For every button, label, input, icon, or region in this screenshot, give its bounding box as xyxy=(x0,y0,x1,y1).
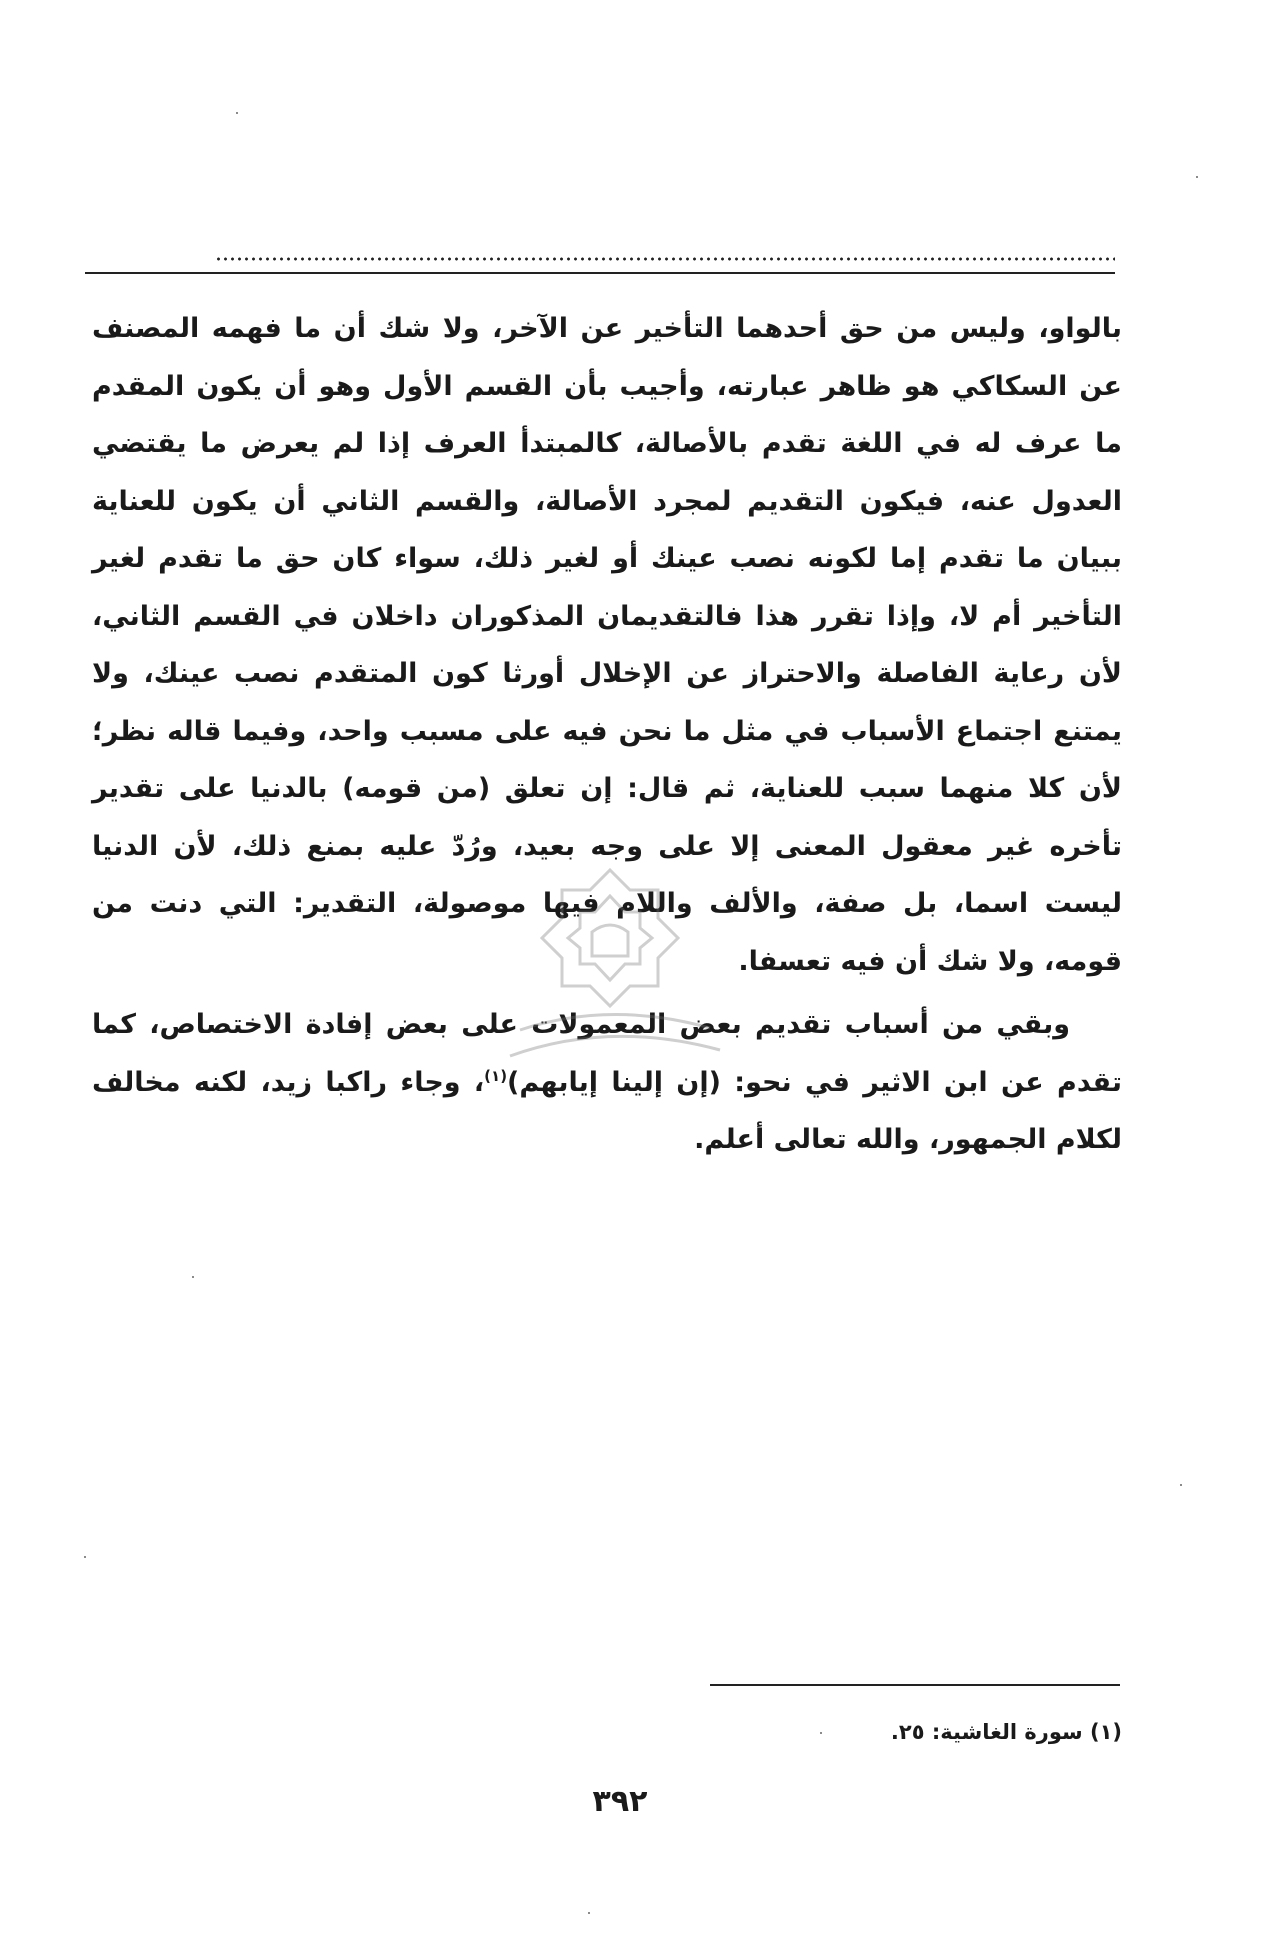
scan-speck xyxy=(1196,176,1198,178)
paragraph-2-text-start: وبقي من أسباب تقديم بعض المعمولات على بعض إفادة الاختصاص، كما تقدم عن ابن الاثير في نحو: xyxy=(92,1009,1122,1098)
footnote-rule xyxy=(710,1684,1120,1686)
paragraph-2-text-end: ، وجاء راكبا زيد، لكنه مخالف لكلام الجمهور، والله تعالى أعلم. xyxy=(92,1066,1122,1155)
paragraph-1: بالواو، وليس من حق أحدهما التأخير عن الآخر، ولا شك أن ما فهمه المصنف عن السكاكي هو ظاهر عبارته، وأجيب بأن القسم الأول وهو أن يكون المقدم ما عرف له في اللغة تقدم بالأصالة، كالمبتدأ العرف إذا لم يعرض ما يقتضي العدول عنه، فيكون التقديم لمجرد الأصالة، والقسم الثاني أن يكون للعناية ببيان ما تقدم إما لكونه نصب عينك أو لغير ذلك، سواء كان حق ما تقدم لغير التأخير أم لا، وإذا تقرر هذا فالتقديمان المذكوران داخلان في القسم الثاني، لأن رعاية الفاصلة والاحتراز عن الإخلال أورثا كون المتقدم نصب عينك، ولا يمتنع اجتماع الأسباب في مثل ما نحن فيه على مسبب واحد، وفيما قاله نظر؛ لأن كلا منهما سبب للعناية، ثم قال: إن تعلق (من قومه) بالدنيا على تقدير تأخره غير معقول المعنى إلا على وجه بعيد، ورُدّ عليه بمنع ذلك، لأن الدنيا ليست اسما، بل صفة، والألف واللام فيها موصولة، التقدير: التي دنت من قومه، ولا شك أن فيه تعسفا. xyxy=(92,313,1122,977)
scan-speck xyxy=(192,1276,194,1278)
header-rule xyxy=(85,272,1115,274)
footnote-reference: (١) xyxy=(484,1066,508,1085)
scan-speck xyxy=(588,1912,590,1914)
scan-speck xyxy=(1180,1484,1182,1486)
footnote: (١) سورة الغاشية: ٢٥. xyxy=(890,1720,1122,1744)
quran-quote: (إن إلينا إيابهم) xyxy=(507,1066,721,1098)
page-number: ٣٩٢ xyxy=(592,1784,648,1819)
scan-speck xyxy=(236,112,238,114)
header-dotted-line xyxy=(215,256,1115,262)
scan-speck xyxy=(820,1732,822,1734)
scan-speck xyxy=(84,1556,86,1558)
library-stamp-watermark xyxy=(480,860,740,1090)
